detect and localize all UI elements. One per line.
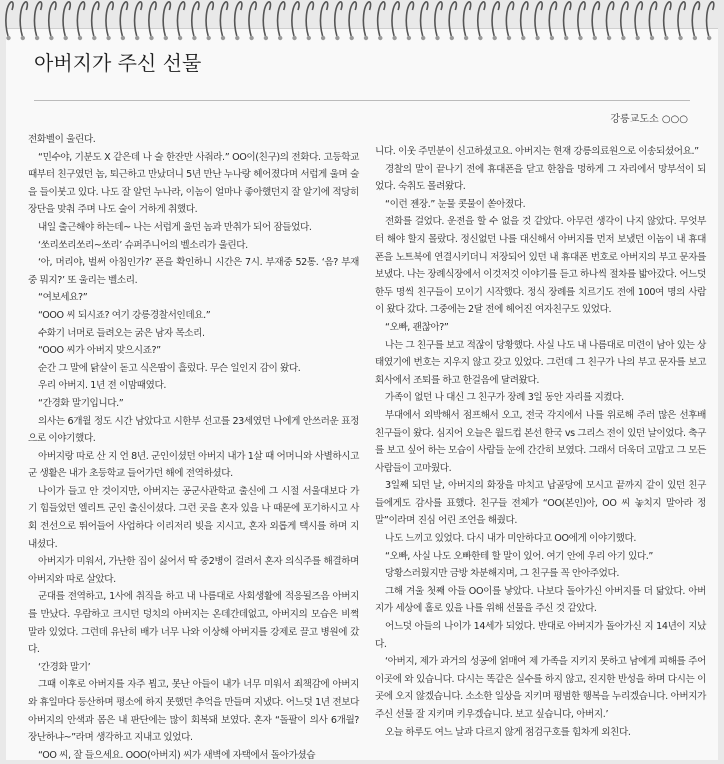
binding-hole <box>264 36 268 40</box>
left-column <box>28 131 359 764</box>
spiral-ring <box>49 2 56 36</box>
spiral-ring <box>378 2 385 36</box>
spiral-ring <box>478 2 485 36</box>
paragraph: 군대를 전역하고, 1사에 취직을 하고 내 나름대로 사회생활에 적응될즈음 아버지를 만났다. 우람하고 크시던 덩치의 아버지는 온데간데없고, 아버지의 모습은 비쩍 말라 있었다. 그런데 유난히 배가 너무 나와 이상해 아버지를 강제로 끌고 병원에 갔다. <box>28 591 359 656</box>
spiral-ring <box>421 2 428 36</box>
paragraph: 3일째 되던 날, 아버지의 화장을 마치고 납골당에 모시고 끝까지 같이 있던 친구들에게도 감사를 표했다. 친구들 전체가 “OO(본인)아, OO 씨 놓치지 말아라 정말”이라며 진심 어린 조언을 해줬다. <box>375 480 706 527</box>
spiral-ring <box>664 2 671 36</box>
binding-hole <box>221 36 225 40</box>
spiral-ring <box>435 2 442 36</box>
paragraph: ‘쏘리쏘리쏘리~쏘리’ 슈퍼주니어의 벨소리가 울린다. <box>38 239 248 251</box>
spiral-ring <box>592 2 599 36</box>
spiral-ring <box>635 2 642 36</box>
spiral-ring <box>649 2 656 36</box>
binding-hole <box>550 36 554 40</box>
binding-hole <box>164 36 168 40</box>
binding-hole <box>78 36 82 40</box>
spiral-ring <box>549 2 556 36</box>
paragraph: “간경화 말기입니다.” <box>38 397 124 409</box>
binding-hole <box>378 36 382 40</box>
paragraph: 전화벨이 울린다. <box>28 134 96 145</box>
spiral-ring <box>278 2 285 36</box>
paragraph: “오빠, 괜찮아?” <box>385 321 449 333</box>
binding-hole <box>593 36 597 40</box>
paragraph: “민수야, 기분도 X 같은데 나 술 한잔만 사줘라.” OO이(친구)의 전화다. 고등학교 때부터 친구였던 놈, 퇴근하고 만났더니 5년 만난 누나랑 헤어졌다며 서럽게 울며 술을 들이붓고 있다. 나도 잘 알던 누나라, 이놈이 얼마나 좋아했던지 잘 알기에 적당히 장단을 맞춰 주며 나도 술이 거하게 취했다. <box>28 151 359 216</box>
spiral-ring <box>163 2 170 36</box>
binding-hole <box>664 36 668 40</box>
binding-hole <box>178 36 182 40</box>
paragraph: 그때 이후로 아버지를 자주 뵙고, 못난 아들이 내가 너무 미워서 죄책감에 아버지와 휴일마다 등산하며 평소에 하지 못했던 추억을 만들며 지냈다. 어느덧 1년 전보다 아버지의 안색과 몸은 내 판단에는 많이 회복돼 보였다. 혼자 “돌팔이 의사 6개월? 장난하냐~”라며 생각하고 지내고 있었다. <box>28 679 359 744</box>
binding-hole <box>493 36 497 40</box>
binding-hole <box>650 36 654 40</box>
spiral-ring <box>492 2 499 36</box>
binding-hole <box>335 36 339 40</box>
spiral-ring <box>535 2 542 36</box>
spiral-ring <box>449 2 456 36</box>
spiral-ring <box>578 2 585 36</box>
paragraph: 우리 아버지. 1년 전 이맘때였다. <box>38 380 167 392</box>
binding-hole <box>407 36 411 40</box>
spiral-ring <box>63 2 70 36</box>
binding-hole <box>636 36 640 40</box>
spiral-ring <box>606 2 613 36</box>
spiral-ring <box>106 2 113 36</box>
paragraph: “여보세요?” <box>38 292 88 304</box>
binding-hole <box>521 36 525 40</box>
paragraph: “OOO 씨 되시죠? 여기 강릉경찰서인데요.” <box>38 309 211 321</box>
binding-hole <box>21 36 25 40</box>
binding-hole <box>693 36 697 40</box>
spiral-ring <box>77 2 84 36</box>
paragraph: 경찰의 말이 끝나기 전에 휴대폰을 닫고 한참을 멍하게 그 자리에서 망부석이 되었다. 숙취도 몰려왔다. <box>375 163 706 193</box>
spiral-ring <box>521 2 528 36</box>
spiral-ring <box>135 2 142 36</box>
binding-hole <box>607 36 611 40</box>
binding-hole <box>192 36 196 40</box>
binding-hole <box>678 36 682 40</box>
spiral-ring <box>235 2 242 36</box>
spiral-ring <box>320 2 327 36</box>
paragraph: 수화기 너머로 들려오는 굵은 남자 목소리. <box>38 327 205 339</box>
spiral-ring <box>34 2 41 36</box>
binding-hole <box>450 36 454 40</box>
paragraph: 나이가 들고 안 것이지만, 아버지는 공군사관학교 출신에 그 시절 서울대보다 가기 힘들었던 엘리트 군인 출신이셨다. 그런 곳을 혼자 있을 나 때문에 포기하시고 사회 전선으로 뛰어들어 사업하다 이리저리 빚을 지시고, 혼자 외롭게 택시를 하며 지내셨다. <box>28 485 359 550</box>
binding-hole <box>707 36 711 40</box>
spiral-ring <box>306 2 313 36</box>
binding-hole <box>121 36 125 40</box>
paragraph: 오늘 하루도 여느 날과 다르지 않게 점검구호를 힘차게 외친다. <box>385 726 631 738</box>
binding-hole <box>507 36 511 40</box>
spiral-ring <box>463 2 470 36</box>
paragraph: “오빠, 사실 나도 오빠한테 할 말이 있어. 여기 안에 우리 아기 있다.” <box>385 550 653 562</box>
spiral-ring <box>263 2 270 36</box>
spiral-ring <box>678 2 685 36</box>
paragraph: “OO 씨, 잘 들으세요. OOO(아버지) 씨가 새벽에 자택에서 돌아가셨습 <box>38 749 316 761</box>
paragraph: 가족이 없던 나 대신 그 친구가 장례 3일 동안 자리를 지켰다. <box>385 392 624 404</box>
spiral-ring <box>177 2 184 36</box>
binding-hole <box>421 36 425 40</box>
paragraph: “이런 젠장.” 눈물 콧물이 쏟아졌다. <box>385 198 526 210</box>
binding-hole <box>392 36 396 40</box>
paragraph: 아버지랑 따로 산 지 언 8년. 군인이셨던 아버지 내가 1살 때 어머니와 사별하시고 군 생활은 내가 초등학교 들어가던 해에 전역하셨다. <box>28 450 359 480</box>
binding-hole <box>63 36 67 40</box>
binding-hole <box>464 36 468 40</box>
spiral-ring <box>363 2 370 36</box>
spiral-ring <box>564 2 571 36</box>
paragraph: 나도 느끼고 있었다. 다시 내가 미안하다고 OO에게 이야기했다. <box>385 533 636 545</box>
spiral-ring <box>120 2 127 36</box>
binding-hole <box>49 36 53 40</box>
paragraph: 내일 출근해야 하는데~ 나는 서럽게 울던 놈과 만취가 되어 잠들었다. <box>38 221 312 233</box>
binding-hole <box>135 36 139 40</box>
paragraph: 부대에서 외박해서 점프해서 오고, 전국 각지에서 나를 위로해 주러 많은 선후배 친구들이 왔다. 심지어 오늘은 월드컵 본선 한국 vs 그리스 전이 있던 날이었다. 축구를 보고 싶어 하는 모습이 사람들 눈에 간간히 보였다. 그래서 더욱더 고맙고 그 모든 사람들이 고마웠다. <box>375 409 706 474</box>
binding-hole <box>6 36 10 40</box>
paragraph: 어느덧 아들의 나이가 14세가 되었다. 반대로 아버지가 돌아가신 지 14년이 지났다. <box>375 621 706 650</box>
binding-hole <box>249 36 253 40</box>
spiral-ring <box>392 2 399 36</box>
binding-hole <box>564 36 568 40</box>
paragraph: 나는 그 친구를 보고 적잖이 당황했다. 사실 나도 내 나름대로 미련이 남아 있는 상태였기에 번호는 지우지 않고 갖고 있었다. 그런데 그 친구가 나의 부고 문자를 보고 회사에서 조퇴를 하고 한걸음에 달려왔다. <box>375 339 706 386</box>
binding-hole <box>92 36 96 40</box>
binding-hole <box>235 36 239 40</box>
spiral-ring <box>621 2 628 36</box>
binding-hole <box>535 36 539 40</box>
paragraph: 당황스러웠지만 금방 차분해지며, 그 친구를 꼭 안아주었다. <box>385 568 620 580</box>
paragraph: 의사는 6개월 정도 시간 남았다고 시한부 선고를 23세였던 나에게 안쓰러운 표정으로 이야기했다. <box>28 415 359 445</box>
binding-hole <box>578 36 582 40</box>
spiral-ring <box>149 2 156 36</box>
binding-hole <box>278 36 282 40</box>
binding-hole <box>350 36 354 40</box>
spiral-ring <box>292 2 299 36</box>
binding-hole <box>307 36 311 40</box>
spiral-ring <box>20 2 27 36</box>
article-byline: 강릉교도소 ○○○ <box>610 114 688 125</box>
binding-hole <box>207 36 211 40</box>
spiral-ring <box>92 2 99 36</box>
binding-hole <box>321 36 325 40</box>
paragraph: ‘간경화 말기’ <box>38 661 91 673</box>
binding-hole <box>106 36 110 40</box>
spiral-ring <box>349 2 356 36</box>
binding-hole <box>149 36 153 40</box>
spiral-ring <box>192 2 199 36</box>
paragraph: 순간 그 말에 닭살이 돋고 식은땀이 흘렀다. 무슨 일인지 감이 왔다. <box>38 362 301 374</box>
spiral-ring <box>335 2 342 36</box>
paragraph: “OOO 씨가 아버지 맞으시죠?” <box>38 345 161 357</box>
spiral-binding-icon <box>0 0 724 46</box>
binding-hole <box>478 36 482 40</box>
binding-hole <box>364 36 368 40</box>
paragraph: ‘아버지, 제가 과거의 성공에 얽매여 제 가족을 지키지 못하고 남에게 피해를 주어 이곳에 와 있습니다. 다시는 똑같은 실수를 하지 않고, 진지한 반성을 하며 다시는 이곳에 오지 않겠습니다. 소소한 일상을 지키며 평범한 행복을 누리겠습니다. 아버지가 주신 선물 잘 지키며 키우겠습니다. 보고 싶습니다, 아버지.’ <box>375 656 706 720</box>
spiral-ring <box>406 2 413 36</box>
paragraph: 아버지가 미워서, 가난한 집이 싫어서 딱 중2병이 걸려서 혼자 의식주를 해결하며 아버지와 따로 살았다. <box>28 556 359 585</box>
spiral-ring <box>206 2 213 36</box>
spiral-ring <box>249 2 256 36</box>
spiral-ring <box>707 2 714 36</box>
binding-hole <box>621 36 625 40</box>
article-title: 아버지가 주신 선물 <box>34 51 202 75</box>
binding-hole <box>35 36 39 40</box>
paragraph: 전화를 걸었다. 운전을 할 수 없을 것 같았다. 아무런 생각이 나지 않았다. 무엇부터 해야 할지 몰랐다. 정신없던 나를 대신해서 아버지를 먼저 보냈던 이놈이 내 휴대폰을 노트북에 연결시키더니 저장되어 있던 내 휴대폰 번호로 아버지의 부고 문자를 보냈다. 나는 장례식장에서 이것저것 이야기를 듣고 하나씩 절차를 밟아갔다. 어느덧 한두 명씩 친구들이 모이기 시작했다. 정식 장례를 치르기도 전에 100여 명의 사람이 왔다 갔다. 그중에는 2달 전에 헤어진 여자친구도 있었다. <box>375 216 706 316</box>
paragraph: ‘아, 머리야, 벌써 아침인가?’ 폰을 확인하니 시간은 7시. 부재중 52통. ‘음? 부재중 뭐지?’ 또 울리는 벨소리. <box>28 257 359 286</box>
binding-hole <box>292 36 296 40</box>
paragraph: 니다. 이웃 주민분이 신고하셨고요. 아버지는 현재 강릉의료원으로 이송되셨어요.” <box>375 146 699 157</box>
title-divider <box>34 100 690 101</box>
spiral-ring <box>506 2 513 36</box>
paragraph: 그해 겨울 첫째 아들 OO이를 낳았다. 나보다 돌아가신 아버지를 더 닮았다. 아버지가 세상에 홀로 있을 나를 위해 선물을 주신 것 같았다. <box>375 585 706 615</box>
spiral-ring <box>692 2 699 36</box>
spiral-ring <box>6 2 13 36</box>
spiral-ring <box>220 2 227 36</box>
binding-hole <box>435 36 439 40</box>
right-column <box>375 143 706 741</box>
